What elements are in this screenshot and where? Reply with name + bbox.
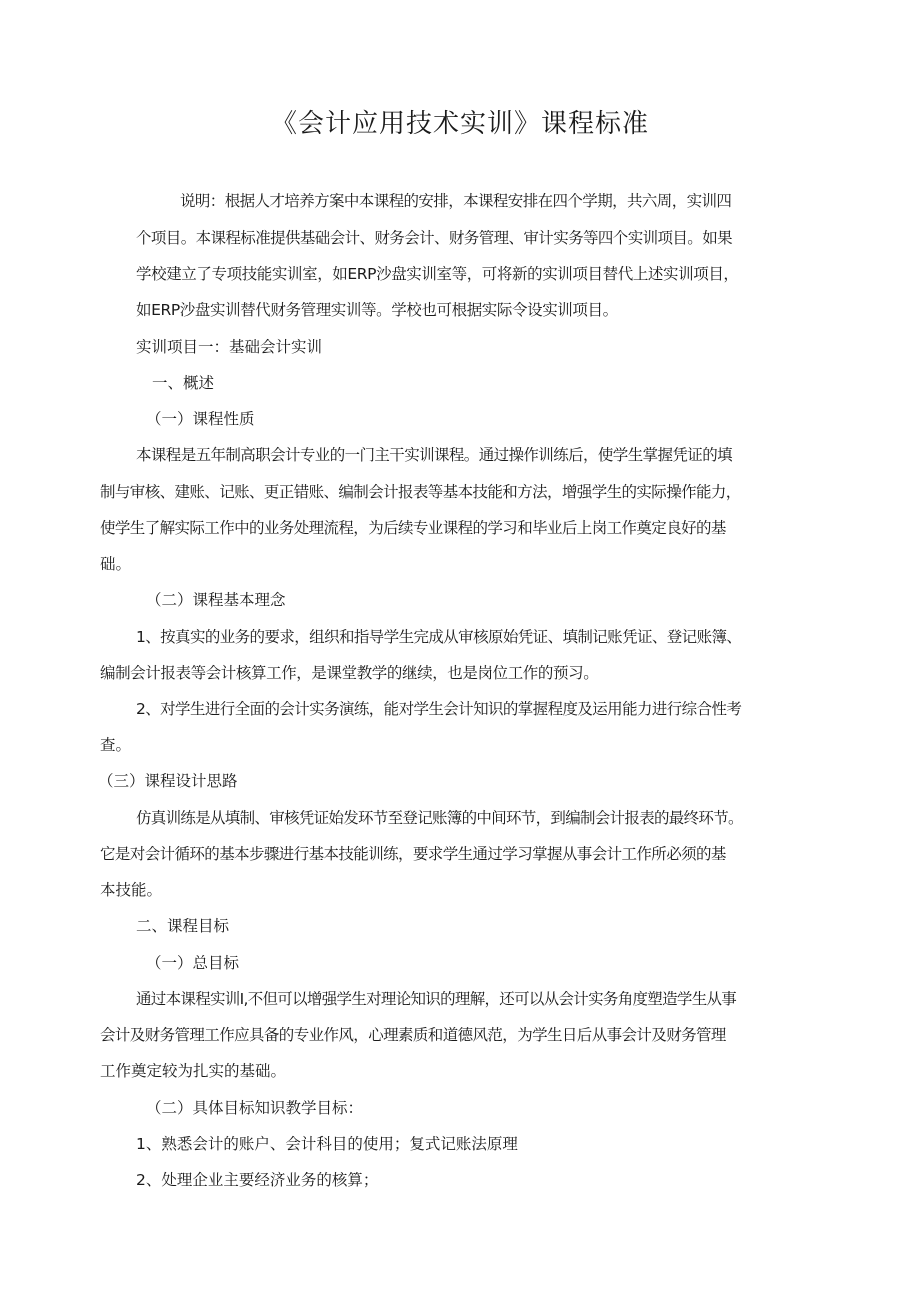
text-line: 会计及财务管理工作应具备的专业作风，心理素质和道德风范，为学生日后从事会计及财务管理 xyxy=(100,1026,726,1044)
text-line: 本课程是五年制高职会计专业的一门主干实训课程。通过操作训练后，使学生掌握凭证的填 xyxy=(136,446,733,464)
text-line: 个项目。本课程标准提供基础会计、财务会计、财务管理、审计实务等四个实训项目。如果 xyxy=(136,229,733,247)
section-heading: 一、概述 xyxy=(152,374,215,392)
section-heading: 实训项目一：基础会计实训 xyxy=(136,338,323,356)
text-line: 制与审核、建账、记账、更正错账、编制会计报表等基本技能和方法，增强学生的实际操作能力， xyxy=(100,483,741,501)
text-line: 1、按真实的业务的要求，组织和指导学生完成从审核原始凭证、填制记账凭证、登记账簿、 xyxy=(136,628,742,646)
text-line: 查。 xyxy=(100,736,132,754)
text-line: 学校建立了专项技能实训室，如ERP沙盘实训室等，可将新的实训项目替代上述实训项目， xyxy=(136,265,739,283)
text-line: 通过本课程实训I,不但可以增强学生对理论知识的理解，还可以从会计实务角度塑造学生从事 xyxy=(136,990,737,1008)
text-line: 工作奠定较为扎实的基础。 xyxy=(100,1062,287,1080)
subsection-heading: （二）具体目标知识教学目标： xyxy=(146,1099,364,1117)
list-item: 1、熟悉会计的账户、会计科目的使用；复式记账法原理 xyxy=(136,1135,518,1153)
subsection-heading: （一）总目标 xyxy=(146,954,240,972)
text-line: 它是对会计循环的基本步骤进行基本技能训练，要求学生通过学习掌握从事会计工作所必须的基 xyxy=(100,845,726,863)
text-line: 说明：根据人才培养方案中本课程的安排，本课程安排在四个学期，共六周，实训四 xyxy=(180,192,732,210)
subsection-heading: （三）课程设计思路 xyxy=(98,772,238,790)
subsection-heading: （二）课程基本理念 xyxy=(146,591,286,609)
text-line: 如ERP沙盘实训替代财务管理实训等。学校也可根据实际令设实训项目。 xyxy=(136,301,618,319)
text-line: 础。 xyxy=(100,555,132,573)
subsection-heading: （一）课程性质 xyxy=(146,410,255,428)
document-title: 《会计应用技术实训》课程标准 xyxy=(270,109,649,139)
text-line: 使学生了解实际工作中的业务处理流程，为后续专业课程的学习和毕业后上岗工作奠定良好的基 xyxy=(100,519,726,537)
text-line: 本技能。 xyxy=(100,881,163,899)
section-heading: 二、课程目标 xyxy=(136,917,230,935)
list-item: 2、处理企业主要经济业务的核算； xyxy=(136,1171,379,1189)
text-line: 编制会计报表等会计核算工作，是课堂教学的继续，也是岗位工作的预习。 xyxy=(100,664,599,682)
text-line: 仿真训练是从填制、审核凭证始发环节至登记账簿的中间环节，到编制会计报表的最终环节。 xyxy=(136,809,743,827)
text-line: 2、对学生进行全面的会计实务演练，能对学生会计知识的掌握程度及运用能力进行综合性考 xyxy=(136,700,742,718)
